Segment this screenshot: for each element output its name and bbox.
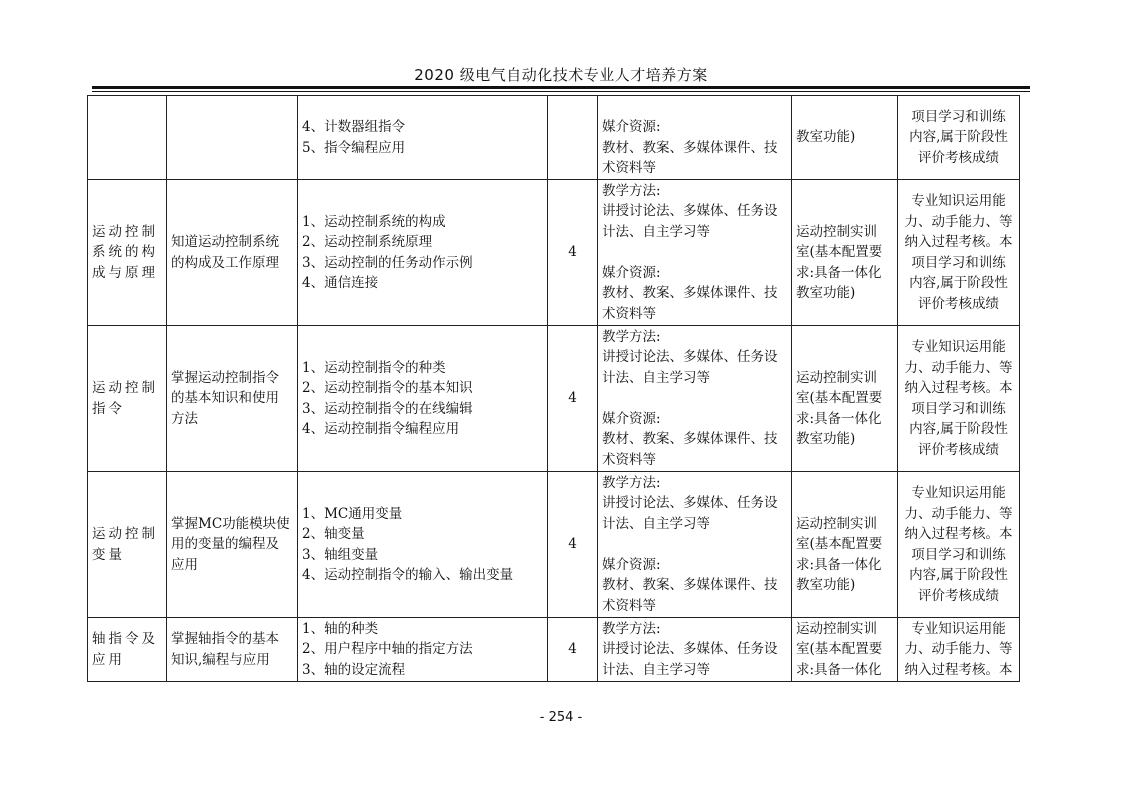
learning-goal-cell — [167, 618, 298, 682]
cell-line: 2、运动控制系统原理 — [302, 234, 433, 250]
cell-line: 2、用户程序中轴的指定方法 — [302, 641, 473, 658]
learning-goal-cell — [167, 96, 298, 180]
cell-line — [602, 534, 787, 555]
teaching-method-cell — [598, 96, 792, 180]
learning-goal-cell — [167, 180, 298, 326]
assessment-cell — [898, 618, 1020, 682]
teaching-content-cell — [298, 472, 548, 618]
hours-cell: 4 — [548, 326, 598, 472]
cell-line: 应用 — [92, 651, 125, 668]
cell-line: 计法、自主学习等 — [602, 661, 710, 678]
cell-line: 运动控制实训 — [796, 620, 877, 637]
cell-line: 室(基本配置要 — [796, 641, 883, 658]
page-number: - 254 - — [539, 710, 583, 725]
cell-line: 运动控制 — [92, 380, 158, 396]
table-row — [88, 618, 1020, 682]
teaching-content-cell — [298, 618, 548, 682]
cell-line: 讲授讨论法、多媒体、任务设 — [602, 349, 778, 366]
cell-line: 3、轴组变量 — [302, 546, 379, 563]
cell-line: 知识,编程与应用 — [171, 651, 270, 668]
cell-line: 3、运动控制的任务动作示例 — [302, 254, 473, 271]
cell-line: 内容,属于阶段性 — [909, 421, 1008, 437]
cell-line: 的基本知识和使用 — [171, 390, 279, 407]
cell-line: 项目学习和训练 — [911, 254, 1006, 271]
cell-line: 运动控制实训 — [796, 515, 877, 532]
table-row — [88, 326, 1020, 472]
assessment-cell — [898, 180, 1020, 326]
cell-line: 评价考核成绩 — [918, 441, 999, 458]
learning-goal-cell — [167, 472, 298, 618]
cell-line: 2、运动控制指令的基本知识 — [302, 380, 473, 396]
cell-line: 力、动手能力、等 — [904, 359, 1013, 376]
cell-line: 室(基本配置要 — [796, 390, 883, 407]
cell-line: 求:具备一体化 — [796, 410, 882, 427]
learning-goal-cell — [167, 326, 298, 472]
cell-line: 教学方法: — [602, 474, 661, 491]
cell-line — [602, 242, 787, 263]
cell-line: 力、动手能力、等 — [904, 505, 1013, 522]
cell-line: 求:具备一体化 — [796, 556, 882, 573]
cell-line: 指令 — [92, 400, 125, 417]
cell-line: 轴指令及 — [92, 631, 158, 647]
cell-line: 教学方法: — [602, 328, 661, 345]
cell-line: 运动控制实训 — [796, 369, 877, 386]
cell-line: 内容,属于阶段性 — [909, 567, 1008, 583]
cell-line: 计法、自主学习等 — [602, 223, 710, 240]
cell-line: 媒介资源: — [602, 119, 661, 135]
teaching-conditions-cell — [792, 180, 898, 326]
cell-line: 4、计数器组指令 — [302, 119, 406, 135]
hours-cell: 4 — [548, 472, 598, 618]
cell-line: 力、动手能力、等 — [904, 213, 1013, 230]
page-header-title: 2020 级电气自动化技术专业人才培养方案 — [414, 66, 708, 84]
cell-line: 4、运动控制指令编程应用 — [302, 421, 460, 437]
cell-line: 教材、教案、多媒体课件、技 — [602, 577, 778, 594]
cell-line: 教材、教案、多媒体课件、技 — [602, 285, 778, 302]
teaching-method-cell — [598, 326, 792, 472]
cell-line: 用的变量的编程及 — [171, 536, 279, 553]
hours-cell — [548, 96, 598, 180]
teaching-content-cell — [298, 96, 548, 180]
cell-line: 媒介资源: — [602, 410, 661, 427]
module-name-cell — [88, 472, 167, 618]
cell-line: 评价考核成绩 — [918, 149, 999, 166]
cell-line: 掌握MC功能模块使 — [171, 515, 290, 532]
cell-line: 纳入过程考核。本 — [904, 380, 1013, 396]
cell-line: 知道运动控制系统 — [171, 234, 279, 250]
teaching-method-cell — [598, 180, 792, 326]
cell-line: 专业知识运用能 — [911, 485, 1006, 501]
cell-line: 变量 — [92, 546, 125, 563]
cell-line: 教学方法: — [602, 182, 661, 199]
cell-line: 系统的构 — [92, 244, 158, 261]
cell-line: 掌握轴指令的基本 — [171, 631, 279, 647]
hours-cell: 4 — [548, 180, 598, 326]
cell-line: 5、指令编程应用 — [302, 139, 406, 156]
teaching-method-cell — [598, 618, 792, 682]
cell-line: 术资料等 — [602, 305, 656, 322]
table-row — [88, 180, 1020, 326]
cell-line: 教材、教案、多媒体课件、技 — [602, 431, 778, 448]
cell-line: 4、运动控制指令的输入、输出变量 — [302, 567, 514, 583]
cell-line: 讲授讨论法、多媒体、任务设 — [602, 641, 778, 658]
header-rule-thick — [92, 86, 1030, 89]
cell-line: 媒介资源: — [602, 556, 661, 573]
cell-line — [796, 201, 893, 222]
table-row — [88, 96, 1020, 180]
cell-line: 1、轴的种类 — [302, 620, 379, 637]
cell-line: 评价考核成绩 — [918, 295, 999, 312]
cell-line: 内容,属于阶段性 — [909, 275, 1008, 291]
cell-line — [602, 388, 787, 409]
cell-line: 1、运动控制系统的构成 — [302, 213, 446, 230]
teaching-content-cell — [298, 180, 548, 326]
cell-line — [602, 97, 787, 118]
cell-line: 运动控制实训 — [796, 223, 877, 240]
cell-line: 运动控制 — [92, 526, 158, 542]
table-row — [88, 472, 1020, 618]
teaching-method-cell — [598, 472, 792, 618]
teaching-content-cell — [298, 326, 548, 472]
cell-line: 专业知识运用能 — [911, 193, 1006, 209]
module-name-cell — [88, 180, 167, 326]
cell-line: 4、通信连接 — [302, 275, 379, 291]
cell-line: 室(基本配置要 — [796, 244, 883, 261]
module-name-cell — [88, 618, 167, 682]
cell-line: 教材、教案、多媒体课件、技 — [602, 139, 778, 156]
cell-line: 的构成及工作原理 — [171, 254, 279, 271]
cell-line: 3、运动控制指令的在线编辑 — [302, 400, 473, 417]
cell-line: 1、运动控制指令的种类 — [302, 359, 446, 376]
cell-line: 评价考核成绩 — [918, 587, 999, 604]
cell-line: 力、动手能力、等 — [904, 641, 1013, 658]
teaching-conditions-cell — [792, 326, 898, 472]
teaching-conditions-cell — [792, 618, 898, 682]
cell-line: 求:具备一体化 — [796, 661, 882, 678]
cell-line: 掌握运动控制指令 — [171, 369, 279, 386]
cell-line: 2、轴变量 — [302, 526, 365, 542]
assessment-cell — [898, 472, 1020, 618]
cell-line: 计法、自主学习等 — [602, 515, 710, 532]
cell-line: 专业知识运用能 — [911, 620, 1006, 637]
cell-line: 1、MC通用变量 — [302, 505, 403, 522]
cell-line: 教室功能) — [796, 431, 856, 448]
hours-cell: 4 — [548, 618, 598, 682]
cell-line: 教学方法: — [602, 620, 661, 637]
cell-line: 教室功能) — [796, 129, 856, 146]
teaching-conditions-cell — [792, 96, 898, 180]
header-rule-thin — [92, 91, 1030, 92]
cell-line: 纳入过程考核。本 — [904, 526, 1013, 542]
cell-line: 教室功能) — [796, 577, 856, 594]
cell-line: 术资料等 — [602, 160, 656, 176]
cell-line: 计法、自主学习等 — [602, 369, 710, 386]
cell-line — [796, 493, 893, 514]
cell-line: 求:具备一体化 — [796, 264, 882, 281]
cell-line: 项目学习和训练 — [911, 400, 1006, 417]
cell-line: 应用 — [171, 556, 198, 573]
teaching-conditions-cell — [792, 472, 898, 618]
cell-line: 项目学习和训练 — [911, 108, 1006, 125]
cell-line: 媒介资源: — [602, 264, 661, 281]
cell-line: 运动控制 — [92, 223, 158, 240]
cell-line: 术资料等 — [602, 451, 656, 468]
cell-line: 术资料等 — [602, 597, 656, 614]
module-name-cell — [88, 326, 167, 472]
module-name-cell — [88, 96, 167, 180]
cell-line: 专业知识运用能 — [911, 339, 1006, 355]
cell-line: 成与原理 — [92, 264, 158, 281]
cell-line: 项目学习和训练 — [911, 546, 1006, 563]
cell-line: 纳入过程考核。本 — [904, 661, 1013, 678]
cell-line: 方法 — [171, 410, 198, 427]
cell-line: 室(基本配置要 — [796, 536, 883, 553]
cell-line: 教室功能) — [796, 285, 856, 302]
cell-line: 内容,属于阶段性 — [909, 129, 1008, 146]
cell-line — [796, 347, 893, 368]
cell-line: 3、轴的设定流程 — [302, 661, 406, 678]
cell-line: 纳入过程考核。本 — [904, 234, 1013, 250]
course-plan-table — [87, 95, 1020, 682]
assessment-cell — [898, 326, 1020, 472]
assessment-cell — [898, 96, 1020, 180]
cell-line: 讲授讨论法、多媒体、任务设 — [602, 495, 778, 512]
cell-line: 讲授讨论法、多媒体、任务设 — [602, 203, 778, 220]
